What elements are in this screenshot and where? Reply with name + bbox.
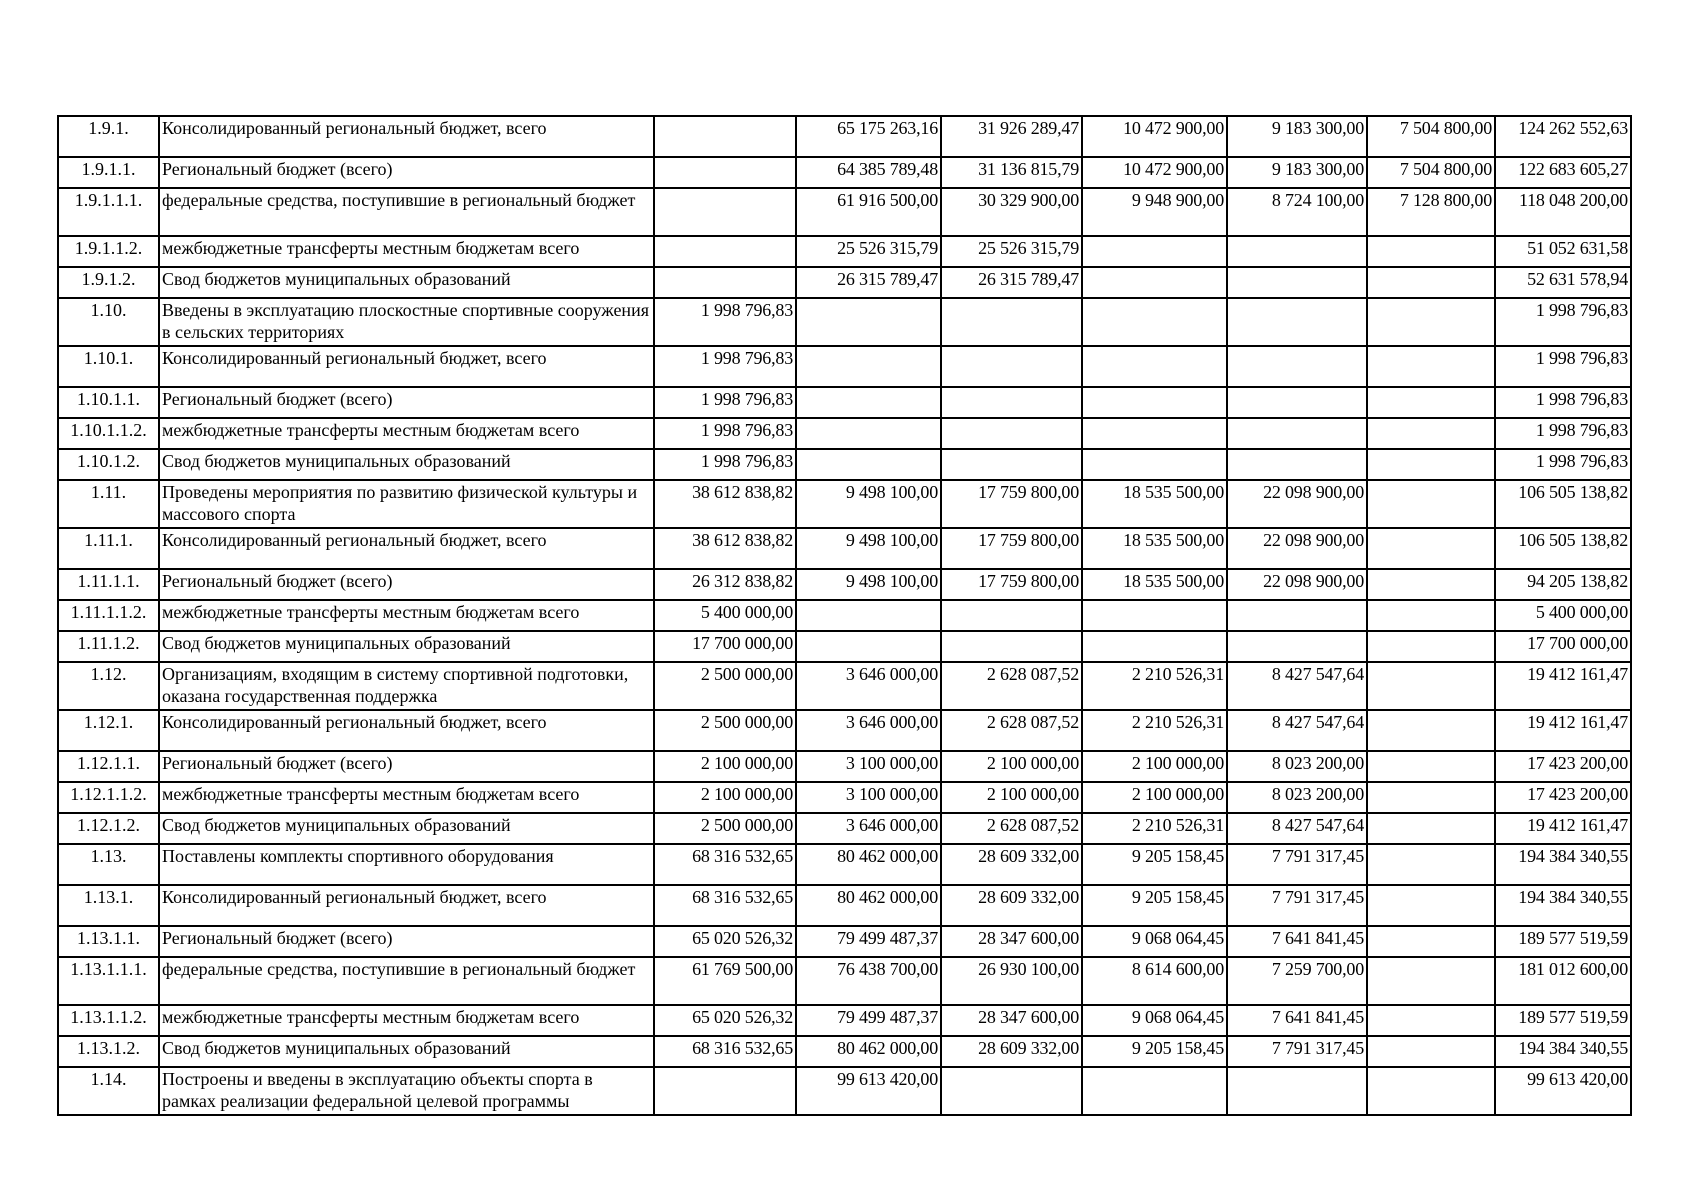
table-row <box>58 1005 1631 1036</box>
row-value: 61 769 500,00 <box>654 957 796 1005</box>
row-value: 99 613 420,00 <box>796 1067 941 1115</box>
table-row <box>58 1067 1631 1115</box>
table-row <box>58 236 1631 267</box>
row-value: 2 100 000,00 <box>654 751 796 782</box>
table-row <box>58 751 1631 782</box>
row-name: Свод бюджетов муниципальных образований <box>159 1036 654 1067</box>
row-name: федеральные средства, поступившие в региональный бюджет <box>159 188 654 236</box>
row-value: 2 500 000,00 <box>654 813 796 844</box>
row-code: 1.9.1.1. <box>58 157 159 188</box>
row-value: 2 500 000,00 <box>654 710 796 751</box>
row-value: 18 535 500,00 <box>1082 528 1227 569</box>
row-value: 2 210 526,31 <box>1082 813 1227 844</box>
row-total: 194 384 340,55 <box>1495 1036 1631 1067</box>
row-name: Свод бюджетов муниципальных образований <box>159 813 654 844</box>
row-value: 8 614 600,00 <box>1082 957 1227 1005</box>
row-code: 1.10.1. <box>58 346 159 387</box>
row-code: 1.11. <box>58 480 159 528</box>
row-value: 2 210 526,31 <box>1082 710 1227 751</box>
row-value <box>941 298 1082 346</box>
row-value: 7 259 700,00 <box>1227 957 1367 1005</box>
table-row <box>58 710 1631 751</box>
row-value: 1 998 796,83 <box>654 298 796 346</box>
row-value: 65 020 526,32 <box>654 926 796 957</box>
row-total: 1 998 796,83 <box>1495 387 1631 418</box>
row-name: федеральные средства, поступившие в региональный бюджет <box>159 957 654 1005</box>
row-value: 1 998 796,83 <box>654 449 796 480</box>
row-code: 1.9.1.2. <box>58 267 159 298</box>
row-value: 9 948 900,00 <box>1082 188 1227 236</box>
row-value <box>654 236 796 267</box>
row-value <box>1367 751 1495 782</box>
row-value: 9 205 158,45 <box>1082 844 1227 885</box>
row-value <box>1367 885 1495 926</box>
row-value: 3 100 000,00 <box>796 751 941 782</box>
row-value <box>1082 236 1227 267</box>
row-value: 30 329 900,00 <box>941 188 1082 236</box>
row-value <box>796 298 941 346</box>
table-row <box>58 1036 1631 1067</box>
row-total: 1 998 796,83 <box>1495 418 1631 449</box>
row-total: 124 262 552,63 <box>1495 116 1631 157</box>
row-value: 9 205 158,45 <box>1082 885 1227 926</box>
row-value <box>941 600 1082 631</box>
row-code: 1.10.1.1.2. <box>58 418 159 449</box>
row-value: 28 609 332,00 <box>941 1036 1082 1067</box>
row-value <box>1367 1067 1495 1115</box>
table-row <box>58 813 1631 844</box>
row-value <box>1367 1005 1495 1036</box>
row-value <box>1367 844 1495 885</box>
row-value <box>1227 1067 1367 1115</box>
row-value <box>1227 236 1367 267</box>
row-value: 17 759 800,00 <box>941 528 1082 569</box>
row-total: 106 505 138,82 <box>1495 528 1631 569</box>
row-value <box>1227 346 1367 387</box>
row-total: 189 577 519,59 <box>1495 1005 1631 1036</box>
row-code: 1.14. <box>58 1067 159 1115</box>
row-value: 9 183 300,00 <box>1227 116 1367 157</box>
row-value: 9 498 100,00 <box>796 480 941 528</box>
row-value: 3 646 000,00 <box>796 813 941 844</box>
row-name: Свод бюджетов муниципальных образований <box>159 449 654 480</box>
row-value: 68 316 532,65 <box>654 844 796 885</box>
row-value: 3 100 000,00 <box>796 782 941 813</box>
row-value: 3 646 000,00 <box>796 662 941 710</box>
row-code: 1.12.1.1.2. <box>58 782 159 813</box>
row-value <box>1227 267 1367 298</box>
row-total: 118 048 200,00 <box>1495 188 1631 236</box>
row-name: Региональный бюджет (всего) <box>159 387 654 418</box>
row-value: 9 205 158,45 <box>1082 1036 1227 1067</box>
row-value: 79 499 487,37 <box>796 1005 941 1036</box>
row-value: 10 472 900,00 <box>1082 157 1227 188</box>
row-total: 19 412 161,47 <box>1495 813 1631 844</box>
row-code: 1.13.1.1.1. <box>58 957 159 1005</box>
row-value: 8 427 547,64 <box>1227 710 1367 751</box>
row-value <box>941 346 1082 387</box>
row-value: 26 315 789,47 <box>796 267 941 298</box>
row-value: 79 499 487,37 <box>796 926 941 957</box>
row-value: 76 438 700,00 <box>796 957 941 1005</box>
row-value: 25 526 315,79 <box>941 236 1082 267</box>
table-row <box>58 885 1631 926</box>
row-value: 68 316 532,65 <box>654 885 796 926</box>
row-value: 7 641 841,45 <box>1227 1005 1367 1036</box>
table-row <box>58 267 1631 298</box>
budget-table <box>57 115 1632 1116</box>
row-total: 189 577 519,59 <box>1495 926 1631 957</box>
row-value <box>1367 236 1495 267</box>
row-value <box>1367 782 1495 813</box>
row-name: Введены в эксплуатацию плоскостные спортивные сооружения в сельских территориях <box>159 298 654 346</box>
row-total: 106 505 138,82 <box>1495 480 1631 528</box>
row-value <box>796 600 941 631</box>
row-name: Региональный бюджет (всего) <box>159 569 654 600</box>
row-name: Консолидированный региональный бюджет, всего <box>159 528 654 569</box>
row-value <box>1367 418 1495 449</box>
row-value <box>1227 418 1367 449</box>
row-value <box>796 387 941 418</box>
row-value: 18 535 500,00 <box>1082 569 1227 600</box>
row-total: 17 423 200,00 <box>1495 782 1631 813</box>
row-value: 2 100 000,00 <box>941 782 1082 813</box>
row-value: 7 791 317,45 <box>1227 844 1367 885</box>
row-value <box>1082 631 1227 662</box>
row-name: Региональный бюджет (всего) <box>159 926 654 957</box>
row-name: Проведены мероприятия по развитию физической культуры и массового спорта <box>159 480 654 528</box>
row-value: 64 385 789,48 <box>796 157 941 188</box>
row-value <box>1367 813 1495 844</box>
row-total: 1 998 796,83 <box>1495 449 1631 480</box>
row-value <box>654 116 796 157</box>
row-value <box>1082 1067 1227 1115</box>
row-code: 1.13.1. <box>58 885 159 926</box>
row-value: 68 316 532,65 <box>654 1036 796 1067</box>
row-value <box>1367 631 1495 662</box>
row-name: Консолидированный региональный бюджет, всего <box>159 346 654 387</box>
row-value: 9 183 300,00 <box>1227 157 1367 188</box>
row-value <box>1367 926 1495 957</box>
row-code: 1.10.1.1. <box>58 387 159 418</box>
table-row <box>58 631 1631 662</box>
row-value <box>654 267 796 298</box>
row-code: 1.13.1.2. <box>58 1036 159 1067</box>
row-total: 17 423 200,00 <box>1495 751 1631 782</box>
row-value: 7 791 317,45 <box>1227 1036 1367 1067</box>
row-value <box>1367 267 1495 298</box>
row-value <box>941 387 1082 418</box>
row-value <box>654 1067 796 1115</box>
row-value: 38 612 838,82 <box>654 480 796 528</box>
row-total: 99 613 420,00 <box>1495 1067 1631 1115</box>
row-value: 38 612 838,82 <box>654 528 796 569</box>
row-name: Региональный бюджет (всего) <box>159 157 654 188</box>
row-value: 9 068 064,45 <box>1082 1005 1227 1036</box>
row-value: 7 504 800,00 <box>1367 157 1495 188</box>
row-name: межбюджетные трансферты местным бюджетам всего <box>159 1005 654 1036</box>
row-value: 8 023 200,00 <box>1227 782 1367 813</box>
row-value: 2 100 000,00 <box>941 751 1082 782</box>
row-value: 17 759 800,00 <box>941 480 1082 528</box>
row-value <box>1367 600 1495 631</box>
row-value <box>796 449 941 480</box>
row-name: Консолидированный региональный бюджет, всего <box>159 885 654 926</box>
row-value <box>941 449 1082 480</box>
table-row <box>58 188 1631 236</box>
row-code: 1.11.1.1. <box>58 569 159 600</box>
row-value <box>796 418 941 449</box>
row-value: 9 498 100,00 <box>796 528 941 569</box>
table-row <box>58 298 1631 346</box>
row-code: 1.11.1.2. <box>58 631 159 662</box>
row-value: 25 526 315,79 <box>796 236 941 267</box>
row-value <box>1227 387 1367 418</box>
row-value <box>1227 600 1367 631</box>
row-value: 17 759 800,00 <box>941 569 1082 600</box>
table-row <box>58 528 1631 569</box>
row-value <box>1367 298 1495 346</box>
row-total: 1 998 796,83 <box>1495 346 1631 387</box>
row-value <box>1082 449 1227 480</box>
table-row <box>58 569 1631 600</box>
table-row <box>58 782 1631 813</box>
row-name: Поставлены комплекты спортивного оборудования <box>159 844 654 885</box>
row-value: 2 210 526,31 <box>1082 662 1227 710</box>
row-value <box>941 1067 1082 1115</box>
row-total: 19 412 161,47 <box>1495 710 1631 751</box>
table-body <box>58 116 1631 1115</box>
row-value: 9 498 100,00 <box>796 569 941 600</box>
row-total: 94 205 138,82 <box>1495 569 1631 600</box>
row-value: 80 462 000,00 <box>796 885 941 926</box>
row-value <box>1367 449 1495 480</box>
row-value: 26 315 789,47 <box>941 267 1082 298</box>
row-name: Региональный бюджет (всего) <box>159 751 654 782</box>
row-value <box>1367 387 1495 418</box>
row-value: 18 535 500,00 <box>1082 480 1227 528</box>
row-value: 8 023 200,00 <box>1227 751 1367 782</box>
row-code: 1.11.1. <box>58 528 159 569</box>
row-total: 122 683 605,27 <box>1495 157 1631 188</box>
row-value: 2 100 000,00 <box>654 782 796 813</box>
row-value: 80 462 000,00 <box>796 1036 941 1067</box>
row-value: 8 427 547,64 <box>1227 813 1367 844</box>
row-value <box>654 188 796 236</box>
row-value: 31 926 289,47 <box>941 116 1082 157</box>
row-name: межбюджетные трансферты местным бюджетам всего <box>159 236 654 267</box>
row-code: 1.12.1. <box>58 710 159 751</box>
row-name: межбюджетные трансферты местным бюджетам всего <box>159 782 654 813</box>
row-total: 52 631 578,94 <box>1495 267 1631 298</box>
row-value: 65 175 263,16 <box>796 116 941 157</box>
table-row <box>58 926 1631 957</box>
row-name: межбюджетные трансферты местным бюджетам всего <box>159 600 654 631</box>
row-value: 7 791 317,45 <box>1227 885 1367 926</box>
row-name: Организациям, входящим в систему спортивной подготовки, оказана государственная поддержка <box>159 662 654 710</box>
table-row <box>58 957 1631 1005</box>
row-value <box>1367 710 1495 751</box>
row-value <box>1367 528 1495 569</box>
row-value: 1 998 796,83 <box>654 387 796 418</box>
row-value: 26 930 100,00 <box>941 957 1082 1005</box>
row-value: 2 100 000,00 <box>1082 751 1227 782</box>
row-value <box>1367 346 1495 387</box>
row-total: 194 384 340,55 <box>1495 885 1631 926</box>
row-value: 22 098 900,00 <box>1227 569 1367 600</box>
row-value: 2 100 000,00 <box>1082 782 1227 813</box>
row-name: Консолидированный региональный бюджет, всего <box>159 710 654 751</box>
row-value <box>941 418 1082 449</box>
row-value: 26 312 838,82 <box>654 569 796 600</box>
row-code: 1.12.1.1. <box>58 751 159 782</box>
row-code: 1.9.1. <box>58 116 159 157</box>
table-row <box>58 418 1631 449</box>
row-value: 8 427 547,64 <box>1227 662 1367 710</box>
row-value: 17 700 000,00 <box>654 631 796 662</box>
row-value: 7 641 841,45 <box>1227 926 1367 957</box>
row-value: 28 347 600,00 <box>941 1005 1082 1036</box>
row-total: 1 998 796,83 <box>1495 298 1631 346</box>
row-name: Построены и введены в эксплуатацию объекты спорта в рамках реализации федеральной целевой программы <box>159 1067 654 1115</box>
table-row <box>58 600 1631 631</box>
row-total: 19 412 161,47 <box>1495 662 1631 710</box>
row-total: 51 052 631,58 <box>1495 236 1631 267</box>
row-value <box>1367 662 1495 710</box>
row-value <box>1227 449 1367 480</box>
row-value: 10 472 900,00 <box>1082 116 1227 157</box>
row-code: 1.13.1.1. <box>58 926 159 957</box>
row-total: 181 012 600,00 <box>1495 957 1631 1005</box>
row-total: 5 400 000,00 <box>1495 600 1631 631</box>
row-value: 3 646 000,00 <box>796 710 941 751</box>
row-value <box>1227 298 1367 346</box>
row-value: 22 098 900,00 <box>1227 480 1367 528</box>
row-value: 9 068 064,45 <box>1082 926 1227 957</box>
row-name: Консолидированный региональный бюджет, всего <box>159 116 654 157</box>
row-value <box>1082 387 1227 418</box>
row-name: межбюджетные трансферты местным бюджетам всего <box>159 418 654 449</box>
row-value: 5 400 000,00 <box>654 600 796 631</box>
row-value <box>1082 600 1227 631</box>
row-value <box>1227 631 1367 662</box>
row-name: Свод бюджетов муниципальных образований <box>159 267 654 298</box>
row-value <box>654 157 796 188</box>
row-value <box>1082 298 1227 346</box>
row-value: 61 916 500,00 <box>796 188 941 236</box>
row-value: 65 020 526,32 <box>654 1005 796 1036</box>
row-value: 31 136 815,79 <box>941 157 1082 188</box>
table-row <box>58 387 1631 418</box>
table-row <box>58 480 1631 528</box>
table-row <box>58 844 1631 885</box>
row-value: 2 628 087,52 <box>941 662 1082 710</box>
row-value <box>1082 346 1227 387</box>
row-total: 194 384 340,55 <box>1495 844 1631 885</box>
row-value: 2 500 000,00 <box>654 662 796 710</box>
row-value: 8 724 100,00 <box>1227 188 1367 236</box>
row-value: 80 462 000,00 <box>796 844 941 885</box>
table-row <box>58 157 1631 188</box>
row-value <box>1367 480 1495 528</box>
row-value: 2 628 087,52 <box>941 813 1082 844</box>
table-row <box>58 449 1631 480</box>
row-value: 1 998 796,83 <box>654 418 796 449</box>
row-value: 2 628 087,52 <box>941 710 1082 751</box>
row-value <box>1082 267 1227 298</box>
row-code: 1.12. <box>58 662 159 710</box>
row-code: 1.11.1.1.2. <box>58 600 159 631</box>
row-value: 28 609 332,00 <box>941 844 1082 885</box>
row-value <box>1367 569 1495 600</box>
row-code: 1.13.1.1.2. <box>58 1005 159 1036</box>
row-value: 28 609 332,00 <box>941 885 1082 926</box>
row-value: 1 998 796,83 <box>654 346 796 387</box>
row-value: 7 504 800,00 <box>1367 116 1495 157</box>
row-value <box>1367 1036 1495 1067</box>
row-code: 1.9.1.1.2. <box>58 236 159 267</box>
row-value: 28 347 600,00 <box>941 926 1082 957</box>
row-name: Свод бюджетов муниципальных образований <box>159 631 654 662</box>
row-value: 7 128 800,00 <box>1367 188 1495 236</box>
row-value <box>796 631 941 662</box>
row-code: 1.10.1.2. <box>58 449 159 480</box>
table-row <box>58 346 1631 387</box>
row-total: 17 700 000,00 <box>1495 631 1631 662</box>
row-value <box>796 346 941 387</box>
row-code: 1.9.1.1.1. <box>58 188 159 236</box>
row-code: 1.13. <box>58 844 159 885</box>
table-row <box>58 116 1631 157</box>
row-value: 22 098 900,00 <box>1227 528 1367 569</box>
row-code: 1.10. <box>58 298 159 346</box>
row-value <box>1367 957 1495 1005</box>
row-code: 1.12.1.2. <box>58 813 159 844</box>
row-value <box>1082 418 1227 449</box>
table-row <box>58 662 1631 710</box>
row-value <box>941 631 1082 662</box>
